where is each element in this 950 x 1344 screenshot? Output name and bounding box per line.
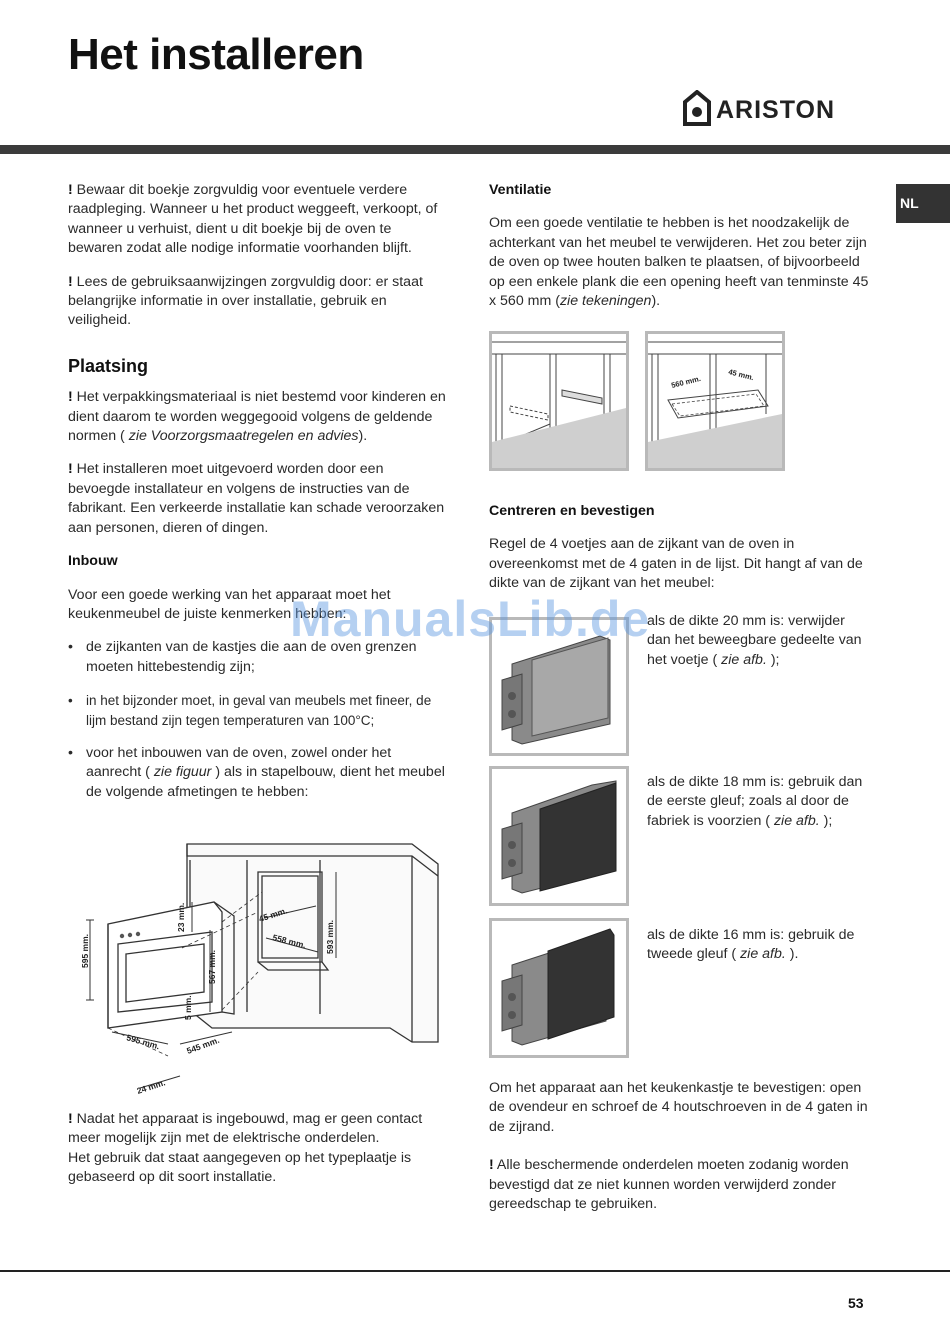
paragraph-ventilatie: Om een goede ventilatie te hebben is het noodzakelijk de achterkant van het meubel te verwijderen. Het zou beter zijn de oven op twee houten balken te plaatsen, of bijvoorbeeld op een enkele plank die een opening heeft van tenminste 45 x 560 mm (zie tekeningen).: [489, 215, 869, 310]
right-column-bottom: [489, 1079, 869, 1214]
dim-24: 24 mm.: [135, 1077, 167, 1096]
vent-dim-560: 560 mm.: [670, 373, 702, 390]
dim-567: 567 mm.: [207, 949, 217, 984]
dim-45: 45 mm.: [257, 905, 289, 924]
paragraph-packaging: ! Het verpakkingsmateriaal is niet bestemd voor kinderen en dient daarom te worden weggegooid volgens de geldende normen ( zie Voorzorgsmaatregelen en advies).: [68, 389, 446, 445]
right-column-centreren: [489, 502, 869, 594]
ventilation-figure-shelf: [645, 331, 785, 471]
footer-rule: [0, 1270, 950, 1272]
brand-name: ARISTON: [716, 96, 836, 124]
oven-installation-figure: [72, 832, 442, 1104]
right-column-top: [489, 181, 869, 311]
watermark: ManualsLib.de: [290, 591, 651, 647]
paragraph-electrical-contact: ! Nadat het apparaat is ingebouwd, mag er geen contact meer mogelijk zijn met de elektrische onderdelen.: [68, 1111, 423, 1147]
foot-text-16mm: als de dikte 16 mm is: gebruik de tweede gleuf ( zie afb. ).: [647, 927, 855, 963]
dim-595-horizontal: 595 mm.: [125, 1032, 161, 1052]
paragraph-fixing: Om het apparaat aan het keukenkastje te bevestigen: open de ovendeur en schroef de 4 houtschroeven in de 4 gaten in de zijrand.: [489, 1080, 868, 1135]
ventilation-figure-beams: [489, 331, 629, 471]
foot-text-18mm: als de dikte 18 mm is: gebruik dan de eerste gleuf; zoals al door de fabriek is voorzien ( zie afb. );: [647, 774, 863, 829]
paragraph-inbouw-intro: Voor een goede werking van het apparaat moet het keukenmeubel de juiste kenmerken hebben:: [68, 586, 391, 622]
heading-ventilatie: Ventilatie: [489, 182, 552, 198]
language-tab: NL: [896, 184, 950, 223]
paragraph-type-plate: Het gebruik dat staat aangegeven op het typeplaatje is gebaseerd op dit soort installatie.: [68, 1149, 412, 1186]
foot-figure-18mm: [489, 766, 629, 906]
header-rule: [0, 145, 950, 154]
paragraph-centreren: Regel de 4 voetjes aan de zijkant van de oven in overeenkomst met de 4 gaten in de lijst. Dit hangt af van de dikte van de zijkant van het meubel:: [489, 536, 863, 592]
foot-text-20mm: als de dikte 20 mm is: verwijder dan het beweegbare gedeelte van het voetje ( zie afb. );: [647, 613, 862, 668]
left-column-top: [68, 181, 448, 802]
foot-figure-16mm: [489, 918, 629, 1058]
paragraph-read-instructions: ! Lees de gebruiksaanwijzingen zorgvuldig door: er staat belangrijke informatie in over installatie, gebruik en veiligheid.: [68, 273, 423, 329]
dim-593: 593 mm.: [325, 919, 335, 954]
paragraph-installer: ! Het installeren moet uitgevoerd worden door een bevoegde installateur en volgens de instructies van de fabrikant. Een verkeerde installatie kan schade veroorzaken aan personen, dieren of dingen.: [68, 461, 445, 536]
dim-595-vertical: 595 mm.: [80, 933, 90, 968]
foot-figure-20mm: [489, 617, 629, 756]
bullet-veneer-glue: • in het bijzonder moet, in geval van meubels met fineer, de lijm bestand zijn tegen temperaturen van 100°C;: [68, 691, 448, 730]
dim-558: 558 mm.: [271, 932, 307, 951]
page-title: Het installeren: [68, 30, 364, 79]
page-number: 53: [848, 1295, 864, 1311]
bullet-dimensions: • voor het inbouwen van de oven, zowel onder het aanrecht ( zie figuur ) als in stapelbouw, dient het meubel de volgende afmetingen te hebben:: [68, 744, 448, 802]
paragraph-protective-parts: ! Alle beschermende onderdelen moeten zodanig worden bevestigd dat ze niet kunnen worden verwijderd zonder gereedschap te gebruiken.: [489, 1157, 849, 1213]
paragraph-keep-booklet: ! Bewaar dit boekje zorgvuldig voor eventuele verdere raadpleging. Wanneer u het product weggeeft, verkoopt, of wanneer u verhuist, dient u dit boekje bij de oven te bewaren zodat alle nodige informatie voorhanden blijft.: [68, 182, 438, 257]
dim-545: 545 mm.: [185, 1034, 221, 1056]
dim-5: 5 mm.: [183, 995, 193, 1020]
heading-plaatsing: Plaatsing: [68, 355, 149, 376]
bullet-heat-resistant: • de zijkanten van de kastjes die aan de oven grenzen moeten hittebestendig zijn;: [68, 638, 448, 677]
heading-centreren: Centreren en bevestigen: [489, 503, 655, 519]
dim-23: 23 mm.: [176, 902, 186, 932]
left-column-bottom: [68, 1110, 448, 1188]
vent-dim-45: 45 mm.: [727, 367, 755, 383]
heading-inbouw: Inbouw: [68, 553, 118, 570]
